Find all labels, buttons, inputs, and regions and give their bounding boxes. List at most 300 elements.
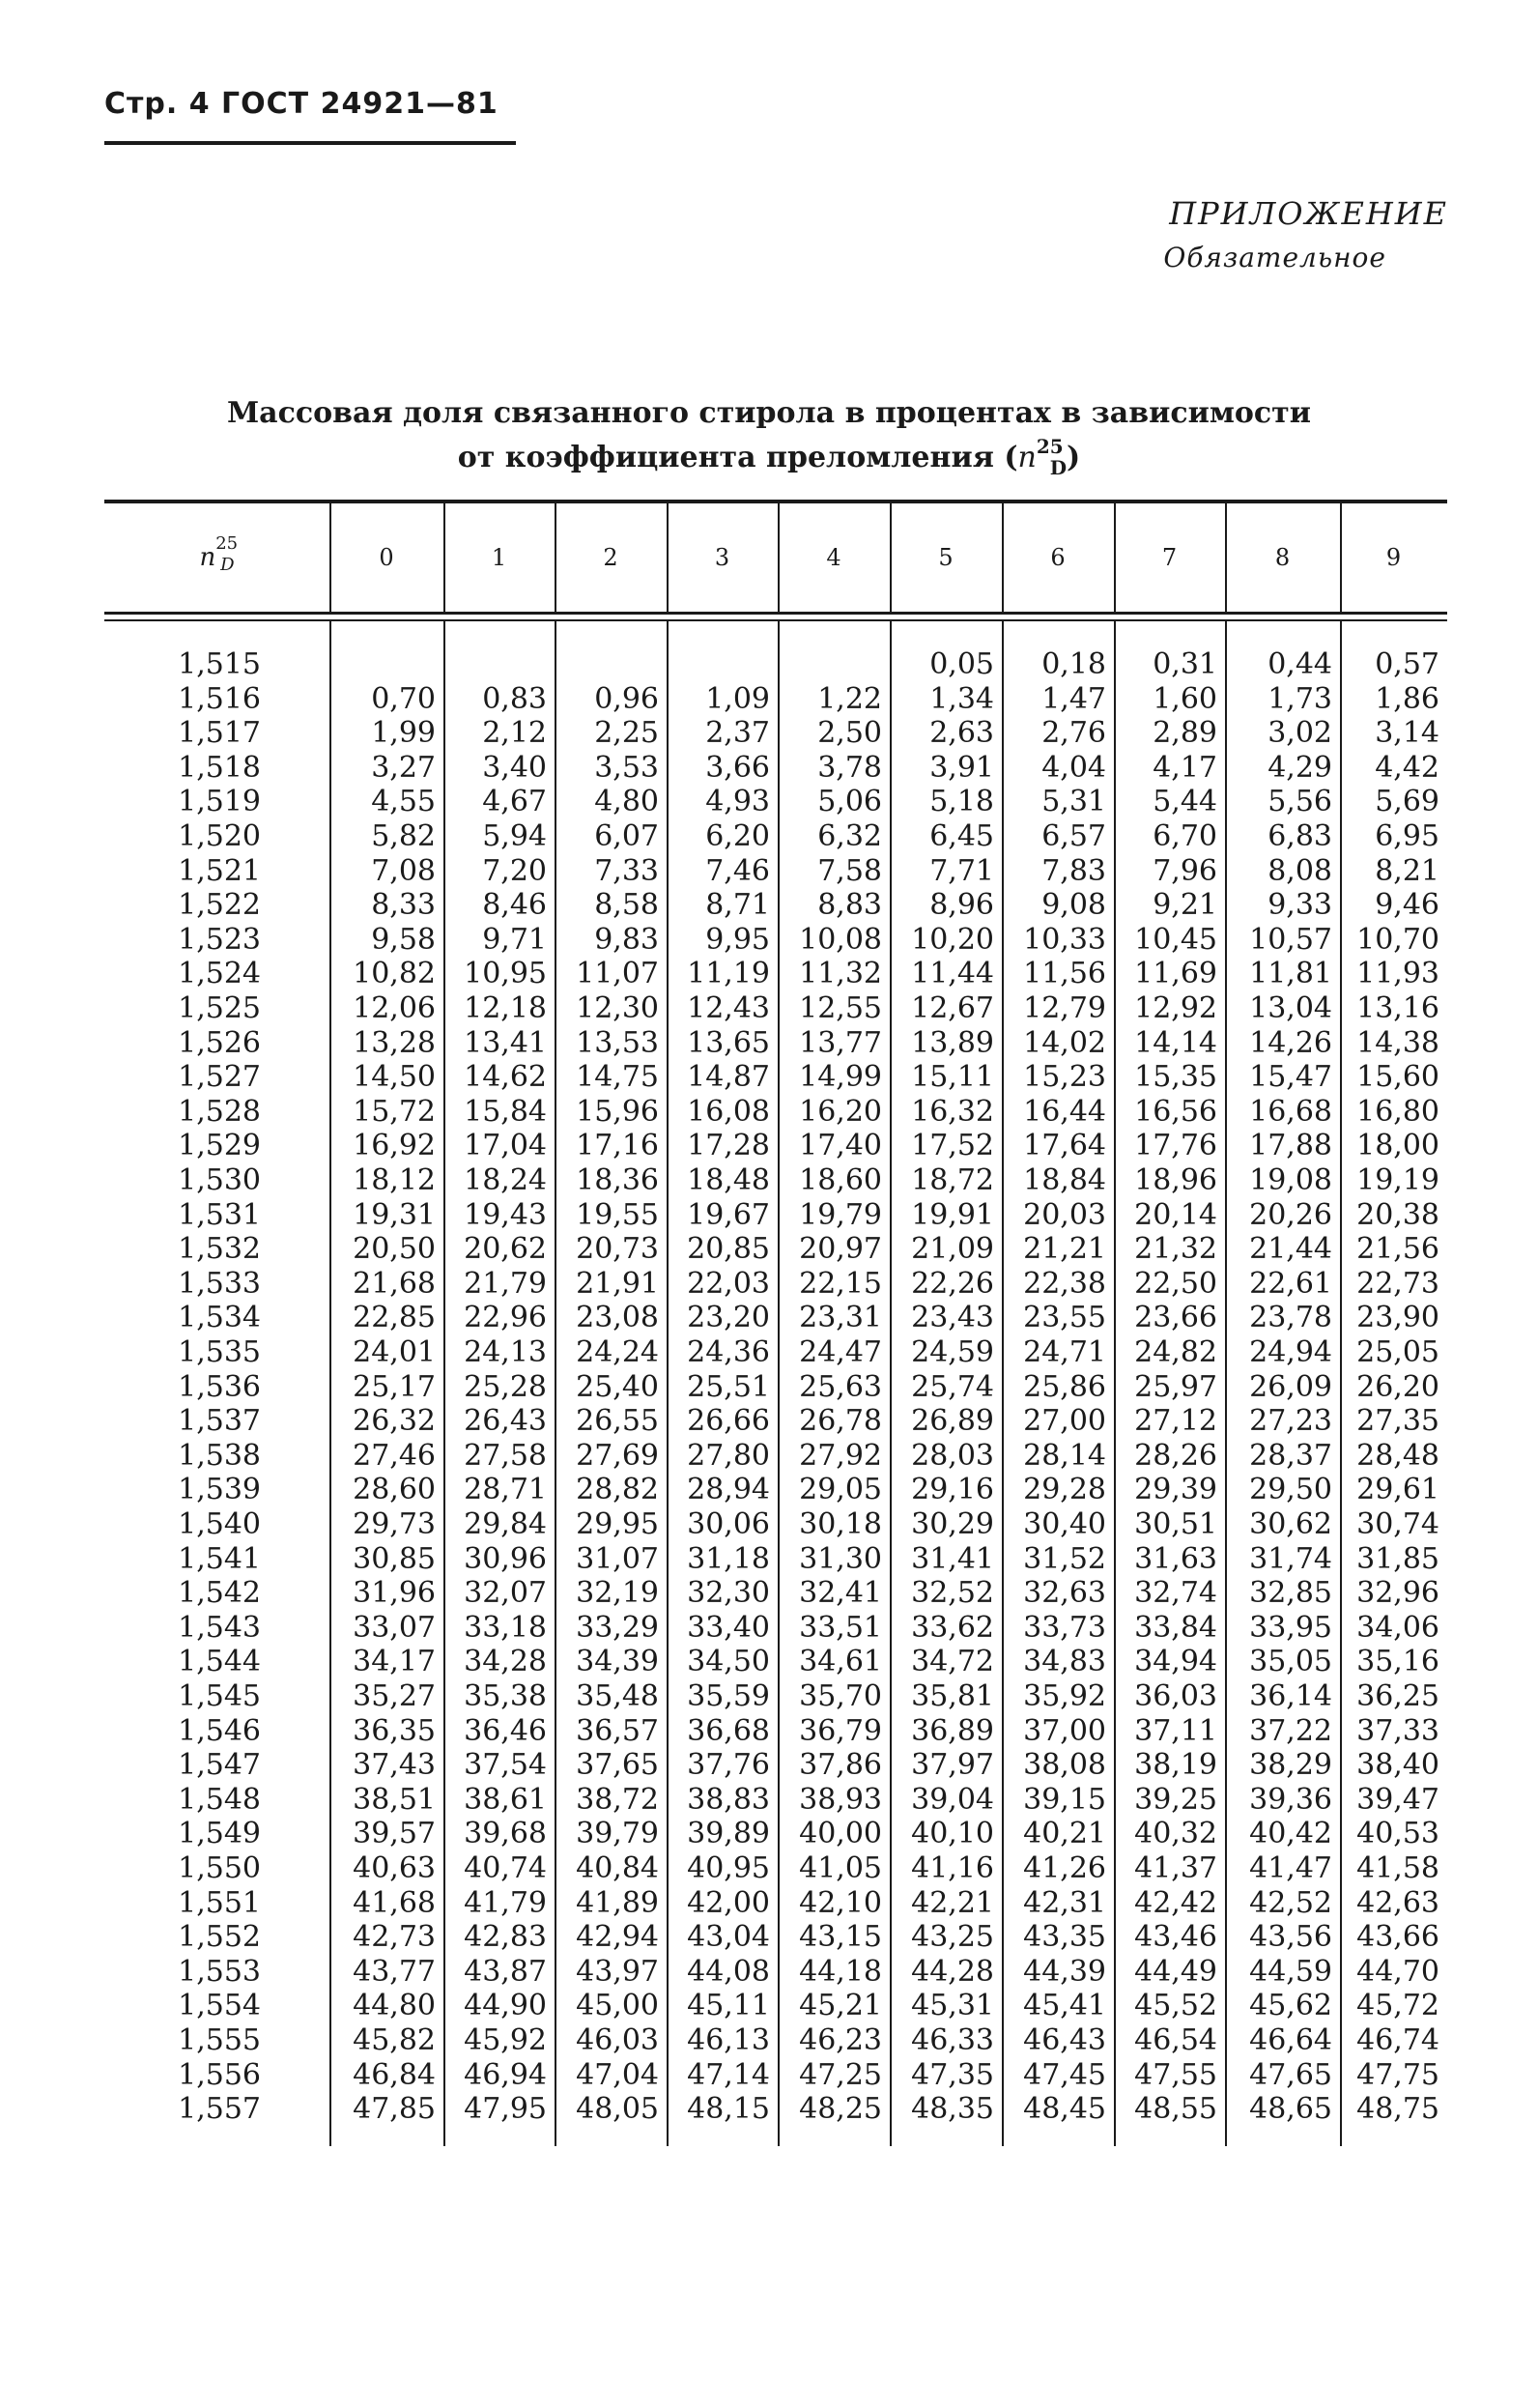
table-cell: 0,70 <box>371 681 436 716</box>
table-cell: 40,63 <box>353 1851 436 1885</box>
table-cell: 28,26 <box>1134 1438 1217 1473</box>
table-cell: 35,70 <box>799 1679 882 1713</box>
caption-subscript: D <box>1049 456 1068 479</box>
table-cell: 30,40 <box>1023 1507 1106 1541</box>
row-header-superscript: 25 <box>215 533 239 554</box>
table-cell: 39,36 <box>1249 1782 1332 1817</box>
row-label: 1,518 <box>178 750 261 785</box>
table-cell: 8,21 <box>1375 853 1439 888</box>
table-cell: 40,95 <box>687 1851 770 1885</box>
table-cell: 34,17 <box>353 1645 436 1679</box>
table-cell: 14,87 <box>687 1060 770 1095</box>
table-cell: 43,66 <box>1356 1920 1439 1955</box>
table-cell: 0,83 <box>482 681 547 716</box>
table-cell: 21,79 <box>464 1266 547 1301</box>
table-cell: 32,52 <box>911 1576 994 1611</box>
table-cell: 27,12 <box>1134 1404 1217 1439</box>
table-cell: 47,35 <box>911 2057 994 2092</box>
table-cell: 46,64 <box>1249 2023 1332 2057</box>
caption-line-1: Массовая доля связанного стирола в процентах в зависимости <box>226 396 1312 430</box>
row-label: 1,557 <box>178 2092 261 2127</box>
row-label: 1,532 <box>178 1232 261 1267</box>
table-cell: 21,56 <box>1356 1232 1439 1267</box>
table-cell: 2,25 <box>594 716 659 751</box>
table-header-rule <box>104 612 1447 615</box>
table-cell: 20,62 <box>464 1232 547 1267</box>
table-cell: 6,70 <box>1153 819 1217 853</box>
table-cell: 37,54 <box>464 1748 547 1783</box>
table-cell: 4,67 <box>482 785 547 819</box>
table-cell: 19,08 <box>1249 1163 1332 1197</box>
column-header: 3 <box>714 543 730 571</box>
table-cell: 2,12 <box>482 716 547 751</box>
row-label: 1,545 <box>178 1679 261 1713</box>
table-cell: 3,27 <box>371 750 436 785</box>
table-cell: 26,89 <box>911 1404 994 1439</box>
table-cell: 11,32 <box>799 957 882 991</box>
table-cell: 44,28 <box>911 1954 994 1989</box>
table-cell: 44,49 <box>1134 1954 1217 1989</box>
table-cell: 1,22 <box>817 681 882 716</box>
row-label: 1,540 <box>178 1507 261 1541</box>
table-cell: 23,66 <box>1134 1301 1217 1335</box>
row-label: 1,529 <box>178 1129 261 1163</box>
table-cell: 37,11 <box>1134 1713 1217 1748</box>
table-cell: 25,74 <box>911 1369 994 1404</box>
table-cell: 38,40 <box>1356 1748 1439 1783</box>
table-cell: 33,73 <box>1023 1610 1106 1645</box>
table-cell: 2,63 <box>929 716 994 751</box>
table-cell: 29,95 <box>576 1507 659 1541</box>
table-cell: 30,74 <box>1356 1507 1439 1541</box>
table-cell: 30,18 <box>799 1507 882 1541</box>
table-cell: 16,56 <box>1134 1094 1217 1129</box>
table-cell: 18,96 <box>1134 1163 1217 1197</box>
table-cell: 38,61 <box>464 1782 547 1817</box>
table-cell: 34,50 <box>687 1645 770 1679</box>
row-label: 1,530 <box>178 1163 261 1197</box>
table-cell: 44,08 <box>687 1954 770 1989</box>
table-cell: 47,65 <box>1249 2057 1332 2092</box>
row-label: 1,527 <box>178 1060 261 1095</box>
table-cell: 43,46 <box>1134 1920 1217 1955</box>
table-cell: 40,74 <box>464 1851 547 1885</box>
table-cell: 30,62 <box>1249 1507 1332 1541</box>
table-cell: 40,10 <box>911 1817 994 1851</box>
table-cell: 48,55 <box>1134 2092 1217 2127</box>
table-cell: 41,05 <box>799 1851 882 1885</box>
column-header: 2 <box>603 543 618 571</box>
table-cell: 32,74 <box>1134 1576 1217 1611</box>
table-cell: 7,20 <box>482 853 547 888</box>
table-cell: 39,57 <box>353 1817 436 1851</box>
table-cell: 33,07 <box>353 1610 436 1645</box>
table-cell: 5,18 <box>929 785 994 819</box>
table-cell: 47,25 <box>799 2057 882 2092</box>
table-cell: 21,91 <box>576 1266 659 1301</box>
table-cell: 5,94 <box>482 819 547 853</box>
table-cell: 11,07 <box>576 957 659 991</box>
table-cell: 1,99 <box>371 716 436 751</box>
table-cell: 37,86 <box>799 1748 882 1783</box>
table-cell: 11,81 <box>1249 957 1332 991</box>
table-cell: 0,31 <box>1153 647 1217 681</box>
table-cell: 7,71 <box>929 853 994 888</box>
table-cell: 45,11 <box>687 1989 770 2023</box>
table-cell: 9,95 <box>705 922 770 957</box>
table-cell: 29,16 <box>911 1473 994 1507</box>
table-cell: 0,44 <box>1267 647 1332 681</box>
table-cell: 28,82 <box>576 1473 659 1507</box>
table-cell: 27,92 <box>799 1438 882 1473</box>
table-cell: 47,04 <box>576 2057 659 2092</box>
table-cell: 29,50 <box>1249 1473 1332 1507</box>
table-cell: 10,82 <box>353 957 436 991</box>
table-cell: 28,94 <box>687 1473 770 1507</box>
table-cell: 17,28 <box>687 1129 770 1163</box>
table-cell: 43,97 <box>576 1954 659 1989</box>
table-cell: 34,61 <box>799 1645 882 1679</box>
table-cell: 6,20 <box>705 819 770 853</box>
table-cell: 8,96 <box>929 888 994 923</box>
table-cell: 16,20 <box>799 1094 882 1129</box>
table-cell: 7,08 <box>371 853 436 888</box>
table-cell: 32,30 <box>687 1576 770 1611</box>
table-cell: 42,63 <box>1356 1885 1439 1920</box>
table-cell: 43,15 <box>799 1920 882 1955</box>
table-cell: 39,47 <box>1356 1782 1439 1817</box>
table-cell: 19,91 <box>911 1197 994 1232</box>
table-cell: 45,31 <box>911 1989 994 2023</box>
table-cell: 18,36 <box>576 1163 659 1197</box>
table-cell: 42,00 <box>687 1885 770 1920</box>
row-label: 1,535 <box>178 1335 261 1369</box>
table-cell: 14,99 <box>799 1060 882 1095</box>
table-cell: 24,71 <box>1023 1335 1106 1369</box>
table-cell: 32,85 <box>1249 1576 1332 1611</box>
table-cell: 28,03 <box>911 1438 994 1473</box>
table-cell: 46,54 <box>1134 2023 1217 2057</box>
table-cell: 34,39 <box>576 1645 659 1679</box>
table-cell: 13,89 <box>911 1025 994 1060</box>
table-cell: 22,96 <box>464 1301 547 1335</box>
table-cell: 20,85 <box>687 1232 770 1267</box>
table-cell: 35,38 <box>464 1679 547 1713</box>
table-cell: 25,28 <box>464 1369 547 1404</box>
table-cell: 47,85 <box>353 2092 436 2127</box>
table-cell: 29,28 <box>1023 1473 1106 1507</box>
table-cell: 45,92 <box>464 2023 547 2057</box>
table-cell: 40,00 <box>799 1817 882 1851</box>
table-cell: 20,97 <box>799 1232 882 1267</box>
table-cell: 34,83 <box>1023 1645 1106 1679</box>
table-cell: 38,72 <box>576 1782 659 1817</box>
table-cell: 42,21 <box>911 1885 994 1920</box>
table-cell: 24,94 <box>1249 1335 1332 1369</box>
table-cell: 17,88 <box>1249 1129 1332 1163</box>
table-cell: 12,06 <box>353 991 436 1025</box>
row-label: 1,547 <box>178 1748 261 1783</box>
table-cell: 14,62 <box>464 1060 547 1095</box>
table-cell: 37,76 <box>687 1748 770 1783</box>
row-label: 1,555 <box>178 2023 261 2057</box>
table-cell: 46,43 <box>1023 2023 1106 2057</box>
table-cell: 12,67 <box>911 991 994 1025</box>
row-label: 1,519 <box>178 785 261 819</box>
row-label: 1,528 <box>178 1094 261 1129</box>
table-cell: 15,23 <box>1023 1060 1106 1095</box>
table-cell: 0,05 <box>929 647 994 681</box>
table-cell: 37,65 <box>576 1748 659 1783</box>
table-cell: 23,55 <box>1023 1301 1106 1335</box>
row-label: 1,523 <box>178 922 261 957</box>
table-cell: 31,52 <box>1023 1541 1106 1576</box>
table-cell: 17,16 <box>576 1129 659 1163</box>
table-cell: 24,47 <box>799 1335 882 1369</box>
table-cell: 44,39 <box>1023 1954 1106 1989</box>
table-cell: 16,08 <box>687 1094 770 1129</box>
table-cell: 4,55 <box>371 785 436 819</box>
table-cell: 39,15 <box>1023 1782 1106 1817</box>
table-cell: 9,58 <box>371 922 436 957</box>
row-label: 1,551 <box>178 1885 261 1920</box>
table-cell: 18,00 <box>1356 1129 1439 1163</box>
table-cell: 20,26 <box>1249 1197 1332 1232</box>
table-cell: 14,02 <box>1023 1025 1106 1060</box>
table-cell: 39,89 <box>687 1817 770 1851</box>
table-cell: 1,60 <box>1153 681 1217 716</box>
row-label: 1,538 <box>178 1438 261 1473</box>
table-cell: 31,18 <box>687 1541 770 1576</box>
table-cell: 32,19 <box>576 1576 659 1611</box>
table-cell: 48,15 <box>687 2092 770 2127</box>
table-cell: 13,41 <box>464 1025 547 1060</box>
row-label: 1,526 <box>178 1025 261 1060</box>
row-label: 1,521 <box>178 853 261 888</box>
table-cell: 38,51 <box>353 1782 436 1817</box>
table-cell: 16,32 <box>911 1094 994 1129</box>
table-cell: 41,68 <box>353 1885 436 1920</box>
table-cell: 7,96 <box>1153 853 1217 888</box>
table-cell: 16,68 <box>1249 1094 1332 1129</box>
table-cell: 42,94 <box>576 1920 659 1955</box>
table-cell: 19,79 <box>799 1197 882 1232</box>
table-cell: 15,84 <box>464 1094 547 1129</box>
table-cell: 14,14 <box>1134 1025 1217 1060</box>
table-cell: 26,32 <box>353 1404 436 1439</box>
table-cell: 31,96 <box>353 1576 436 1611</box>
table-cell: 12,18 <box>464 991 547 1025</box>
table-cell: 24,59 <box>911 1335 994 1369</box>
table-cell: 29,39 <box>1134 1473 1217 1507</box>
table-cell: 45,00 <box>576 1989 659 2023</box>
table-cell: 18,84 <box>1023 1163 1106 1197</box>
table-cell: 35,81 <box>911 1679 994 1713</box>
column-header: 5 <box>938 543 954 571</box>
table-cell: 25,63 <box>799 1369 882 1404</box>
caption-superscript: 25 <box>1036 435 1064 458</box>
table-cell: 19,19 <box>1356 1163 1439 1197</box>
table-cell: 48,45 <box>1023 2092 1106 2127</box>
table-cell: 2,76 <box>1041 716 1106 751</box>
table-cell: 8,08 <box>1267 853 1332 888</box>
table-cell: 37,33 <box>1356 1713 1439 1748</box>
table-cell: 27,35 <box>1356 1404 1439 1439</box>
table-cell: 12,55 <box>799 991 882 1025</box>
table-cell: 12,43 <box>687 991 770 1025</box>
table-cell: 13,77 <box>799 1025 882 1060</box>
table-cell: 31,63 <box>1134 1541 1217 1576</box>
table-cell: 3,91 <box>929 750 994 785</box>
table-cell: 33,62 <box>911 1610 994 1645</box>
table-cell: 47,75 <box>1356 2057 1439 2092</box>
table-cell: 31,30 <box>799 1541 882 1576</box>
table-cell: 7,46 <box>705 853 770 888</box>
table-cell: 10,33 <box>1023 922 1106 957</box>
table-cell: 25,40 <box>576 1369 659 1404</box>
table-cell: 28,14 <box>1023 1438 1106 1473</box>
table-cell: 22,50 <box>1134 1266 1217 1301</box>
table-cell: 43,04 <box>687 1920 770 1955</box>
table-cell: 33,51 <box>799 1610 882 1645</box>
table-cell: 17,64 <box>1023 1129 1106 1163</box>
table-cell: 40,84 <box>576 1851 659 1885</box>
table-cell: 14,75 <box>576 1060 659 1095</box>
row-label: 1,515 <box>178 647 261 681</box>
table-cell: 6,57 <box>1041 819 1106 853</box>
table-cell: 15,96 <box>576 1094 659 1129</box>
table-cell: 10,70 <box>1356 922 1439 957</box>
table-cell: 8,58 <box>594 888 659 923</box>
table-cell: 40,32 <box>1134 1817 1217 1851</box>
table-cell: 11,93 <box>1356 957 1439 991</box>
table-cell: 33,84 <box>1134 1610 1217 1645</box>
table-cell: 47,55 <box>1134 2057 1217 2092</box>
table-cell: 43,77 <box>353 1954 436 1989</box>
row-label: 1,549 <box>178 1817 261 1851</box>
table-cell: 31,41 <box>911 1541 994 1576</box>
table-cell: 12,30 <box>576 991 659 1025</box>
table-cell: 39,68 <box>464 1817 547 1851</box>
table-cell: 13,28 <box>353 1025 436 1060</box>
table-cell: 17,04 <box>464 1129 547 1163</box>
table-cell: 35,59 <box>687 1679 770 1713</box>
table-cell: 30,29 <box>911 1507 994 1541</box>
table-cell: 21,21 <box>1023 1232 1106 1267</box>
table-cell: 27,46 <box>353 1438 436 1473</box>
table-cell: 14,26 <box>1249 1025 1332 1060</box>
row-label: 1,552 <box>178 1920 261 1955</box>
appendix-title: ПРИЛОЖЕНИЕ <box>1169 195 1448 232</box>
table-cell: 6,07 <box>594 819 659 853</box>
table-cell: 36,35 <box>353 1713 436 1748</box>
table-cell: 28,37 <box>1249 1438 1332 1473</box>
table-cell: 44,90 <box>464 1989 547 2023</box>
table-cell: 3,78 <box>817 750 882 785</box>
table-cell: 32,41 <box>799 1576 882 1611</box>
table-cell: 39,25 <box>1134 1782 1217 1817</box>
row-label: 1,550 <box>178 1851 261 1885</box>
table-cell: 5,82 <box>371 819 436 853</box>
table-cell: 42,73 <box>353 1920 436 1955</box>
row-label: 1,516 <box>178 681 261 716</box>
table-cell: 17,76 <box>1134 1129 1217 1163</box>
table-cell: 31,85 <box>1356 1541 1439 1576</box>
table-cell: 16,44 <box>1023 1094 1106 1129</box>
table-cell: 8,71 <box>705 888 770 923</box>
table-cell: 26,43 <box>464 1404 547 1439</box>
table-cell: 8,83 <box>817 888 882 923</box>
table-cell: 4,17 <box>1153 750 1217 785</box>
table-cell: 24,01 <box>353 1335 436 1369</box>
table-cell: 6,95 <box>1375 819 1439 853</box>
table-cell: 33,29 <box>576 1610 659 1645</box>
table-cell: 30,06 <box>687 1507 770 1541</box>
table-cell: 27,80 <box>687 1438 770 1473</box>
row-label: 1,534 <box>178 1301 261 1335</box>
table-cell: 24,24 <box>576 1335 659 1369</box>
table-cell: 3,14 <box>1375 716 1439 751</box>
table-cell: 35,16 <box>1356 1645 1439 1679</box>
table-cell: 0,57 <box>1375 647 1439 681</box>
table-cell: 35,27 <box>353 1679 436 1713</box>
table-cell: 33,40 <box>687 1610 770 1645</box>
table-cell: 19,67 <box>687 1197 770 1232</box>
table-cell: 10,08 <box>799 922 882 957</box>
table-cell: 31,07 <box>576 1541 659 1576</box>
table-cell: 44,18 <box>799 1954 882 1989</box>
table-cell: 46,13 <box>687 2023 770 2057</box>
table-cell: 37,97 <box>911 1748 994 1783</box>
table-cell: 21,68 <box>353 1266 436 1301</box>
table-cell: 46,94 <box>464 2057 547 2092</box>
page-header: Стр. 4 ГОСТ 24921—81 <box>104 87 498 121</box>
table-cell: 7,83 <box>1041 853 1106 888</box>
row-label: 1,553 <box>178 1954 261 1989</box>
table-cell: 47,45 <box>1023 2057 1106 2092</box>
table-cell: 11,69 <box>1134 957 1217 991</box>
table-cell: 27,00 <box>1023 1404 1106 1439</box>
column-header: 4 <box>826 543 841 571</box>
table-cell: 22,85 <box>353 1301 436 1335</box>
table-cell: 27,58 <box>464 1438 547 1473</box>
table-cell: 9,46 <box>1375 888 1439 923</box>
table-cell: 13,16 <box>1356 991 1439 1025</box>
table-cell: 11,44 <box>911 957 994 991</box>
table-cell: 19,55 <box>576 1197 659 1232</box>
table-cell: 11,56 <box>1023 957 1106 991</box>
table-cell: 25,17 <box>353 1369 436 1404</box>
row-label: 1,544 <box>178 1645 261 1679</box>
table-cell: 15,72 <box>353 1094 436 1129</box>
table-cell: 32,07 <box>464 1576 547 1611</box>
table-cell: 36,89 <box>911 1713 994 1748</box>
table-cell: 22,03 <box>687 1266 770 1301</box>
table-cell: 25,97 <box>1134 1369 1217 1404</box>
table-cell: 26,66 <box>687 1404 770 1439</box>
table-cell: 37,22 <box>1249 1713 1332 1748</box>
table-cell: 26,20 <box>1356 1369 1439 1404</box>
row-label: 1,522 <box>178 888 261 923</box>
table-cell: 43,25 <box>911 1920 994 1955</box>
table-cell: 26,09 <box>1249 1369 1332 1404</box>
column-header: 6 <box>1050 543 1066 571</box>
table-cell: 0,96 <box>594 681 659 716</box>
row-label: 1,520 <box>178 819 261 853</box>
table-cell: 4,93 <box>705 785 770 819</box>
table-cell: 22,15 <box>799 1266 882 1301</box>
table-cell: 35,48 <box>576 1679 659 1713</box>
